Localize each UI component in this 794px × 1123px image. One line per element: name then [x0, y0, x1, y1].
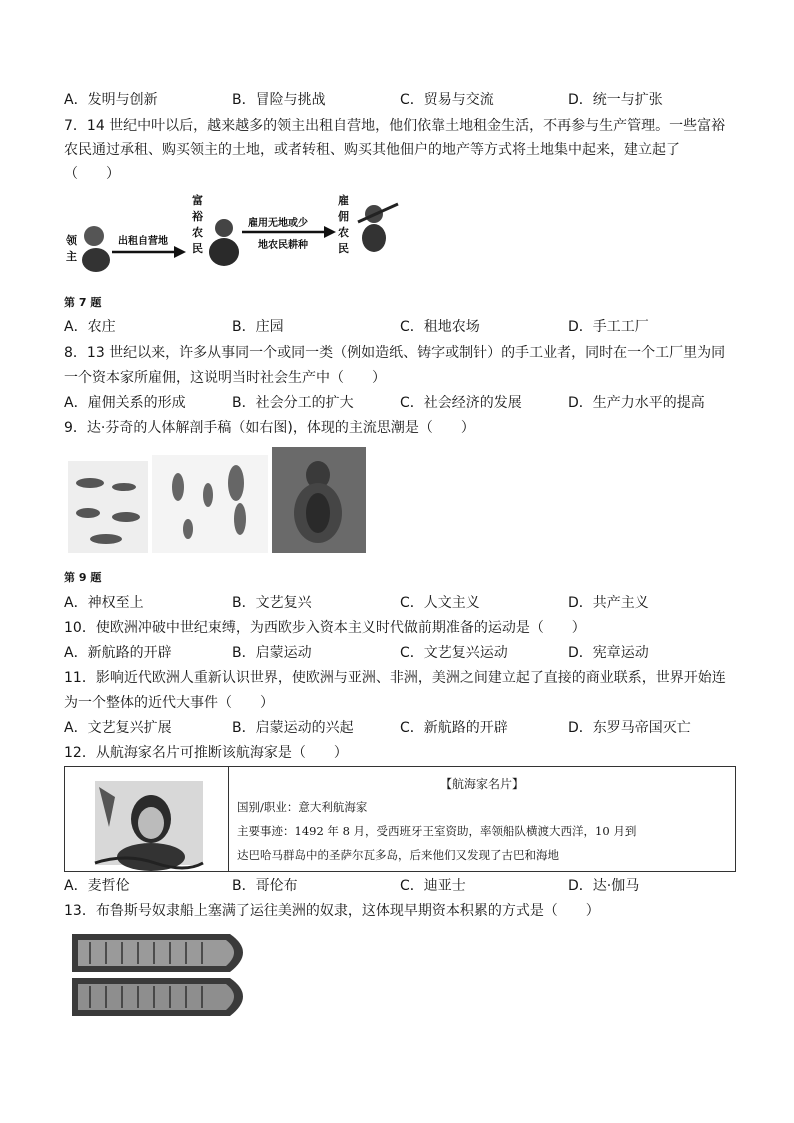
q10-option-a[interactable]: A．新航路的开辟 [64, 645, 172, 661]
arrow-2-top-label: 雇用无地或少 [248, 218, 308, 229]
q9-stem: 9．达·芬奇的人体解剖手稿（如右图)，体现的主流思潮是（ ） [64, 420, 475, 436]
card-title: 【航海家名片】 [439, 777, 524, 791]
q12-option-c[interactable]: C．迪亚士 [400, 878, 466, 894]
hired-farmer-figure-icon [358, 204, 398, 252]
q9-option-d[interactable]: D．共产主义 [568, 595, 649, 611]
q10-option-d[interactable]: D．宪章运动 [568, 645, 649, 661]
q10-option-c[interactable]: C．文艺复兴运动 [400, 645, 508, 661]
q12-option-b[interactable]: B．哥伦布 [232, 878, 298, 894]
q11-option-b[interactable]: B．启蒙运动的兴起 [232, 720, 354, 736]
q7-figure [62, 192, 402, 284]
q11-stem-line1: 11．影响近代欧洲人重新认识世界，使欧洲与亚洲、非洲，美洲之间建立起了直接的商业联系，世界开始连 [64, 670, 726, 686]
q8-option-b[interactable]: B．社会分工的扩大 [232, 395, 354, 411]
q10-options [64, 644, 744, 662]
rich-farmer-label-4: 民 [192, 242, 203, 255]
q8-options [64, 394, 744, 412]
q9-options [64, 594, 744, 612]
hired-farmer-label-2: 佣 [338, 210, 349, 223]
arrow-1-head [174, 246, 186, 258]
q7-option-a[interactable]: A．农庄 [64, 319, 116, 335]
q11-option-d[interactable]: D．东罗马帝国灭亡 [568, 720, 691, 736]
q9-option-c[interactable]: C．人文主义 [400, 595, 480, 611]
q9-caption: 第 9 题 [64, 571, 102, 584]
q11-stem-line2: 为一个整体的近代大事件（ ） [64, 695, 274, 711]
q11-option-a[interactable]: A．文艺复兴扩展 [64, 720, 172, 736]
q8-option-d[interactable]: D．生产力水平的提高 [568, 395, 705, 411]
lord-figure-icon [82, 226, 110, 272]
q6-options [64, 91, 744, 109]
q9-figure-anatomy-sketches [68, 447, 368, 555]
card-line-deeds-2: 达巴哈马群岛中的圣萨尔瓦多岛，后来他们又发现了古巴和海地 [237, 848, 559, 862]
card-line-deeds-1: 主要事迹：1492 年 8 月，受西班牙王室资助，率领船队横渡大西洋，10 月到 [237, 824, 637, 838]
hired-farmer-label-1: 雇 [338, 194, 349, 207]
q8-option-c[interactable]: C．社会经济的发展 [400, 395, 522, 411]
q8-stem-line1: 8．13 世纪以来，许多从事同一个或同一类（例如造纸、铸字或制针）的手工业者，同时在一个工厂里为同 [64, 345, 726, 361]
q7-options [64, 318, 744, 336]
q12-stem: 12．从航海家名片可推断该航海家是（ ） [64, 745, 348, 761]
q7-caption: 第 7 题 [64, 296, 102, 309]
q7-option-b[interactable]: B．庄园 [232, 319, 284, 335]
lord-label-1: 领 [66, 234, 77, 247]
q13-stem: 13．布鲁斯号奴隶船上塞满了运往美洲的奴隶，这体现早期资本积累的方式是（ ） [64, 903, 600, 919]
hired-farmer-label-3: 农 [338, 226, 349, 239]
q9-option-b[interactable]: B．文艺复兴 [232, 595, 312, 611]
rich-farmer-label-1: 富 [192, 194, 203, 207]
q7-stem-line2: 农民通过承租、购买领主的土地，或者转租、购买其他佃户的地产等方式将土地集中起来，建立起了 [64, 142, 680, 158]
q12-options [64, 877, 744, 895]
q7-stem-line3: （ ） [64, 166, 120, 182]
q10-stem: 10．使欧洲冲破中世纪束缚，为西欧步入资本主义时代做前期准备的运动是（ ） [64, 620, 586, 636]
q10-option-b[interactable]: B．启蒙运动 [232, 645, 312, 661]
q12-option-d[interactable]: D．达·伽马 [568, 878, 640, 894]
q13-slave-ship-diagram [70, 930, 258, 1020]
q12-option-a[interactable]: A．麦哲伦 [64, 878, 130, 894]
q7-option-d[interactable]: D．手工工厂 [568, 319, 649, 335]
q6-option-b[interactable]: B．冒险与挑战 [232, 92, 326, 108]
q6-option-d[interactable]: D．统一与扩张 [568, 92, 663, 108]
rich-farmer-label-3: 农 [192, 226, 203, 239]
card-line-nationality: 国别/职业：意大利航海家 [237, 800, 368, 814]
lord-label-2: 主 [66, 250, 77, 263]
arrow-2-head [324, 226, 336, 238]
ship-deck-lower-inner [78, 984, 234, 1010]
q11-option-c[interactable]: C．新航路的开辟 [400, 720, 508, 736]
arrow-2-bottom-label: 地农民耕种 [258, 240, 308, 251]
navigator-card [64, 766, 736, 872]
hired-farmer-label-4: 民 [338, 242, 349, 255]
q9-option-a[interactable]: A．神权至上 [64, 595, 144, 611]
q7-option-c[interactable]: C．租地农场 [400, 319, 480, 335]
rich-farmer-figure-icon [209, 219, 239, 266]
rich-farmer-label-2: 裕 [192, 210, 203, 223]
q8-stem-line2: 一个资本家所雇佣，这说明当时社会生产中（ ） [64, 370, 386, 386]
q7-stem-line1: 7．14 世纪中叶以后，越来越多的领主出租自营地，他们依靠土地租金生活，不再参与生产管理。一些富裕 [64, 118, 726, 134]
q11-options [64, 719, 744, 737]
q6-option-a[interactable]: A．发明与创新 [64, 92, 158, 108]
q6-option-c[interactable]: C．贸易与交流 [400, 92, 494, 108]
navigator-portrait-image [65, 767, 229, 871]
q8-option-a[interactable]: A．雇佣关系的形成 [64, 395, 186, 411]
arrow-1-label: 出租自营地 [118, 236, 168, 247]
ship-deck-upper-inner [78, 940, 234, 966]
